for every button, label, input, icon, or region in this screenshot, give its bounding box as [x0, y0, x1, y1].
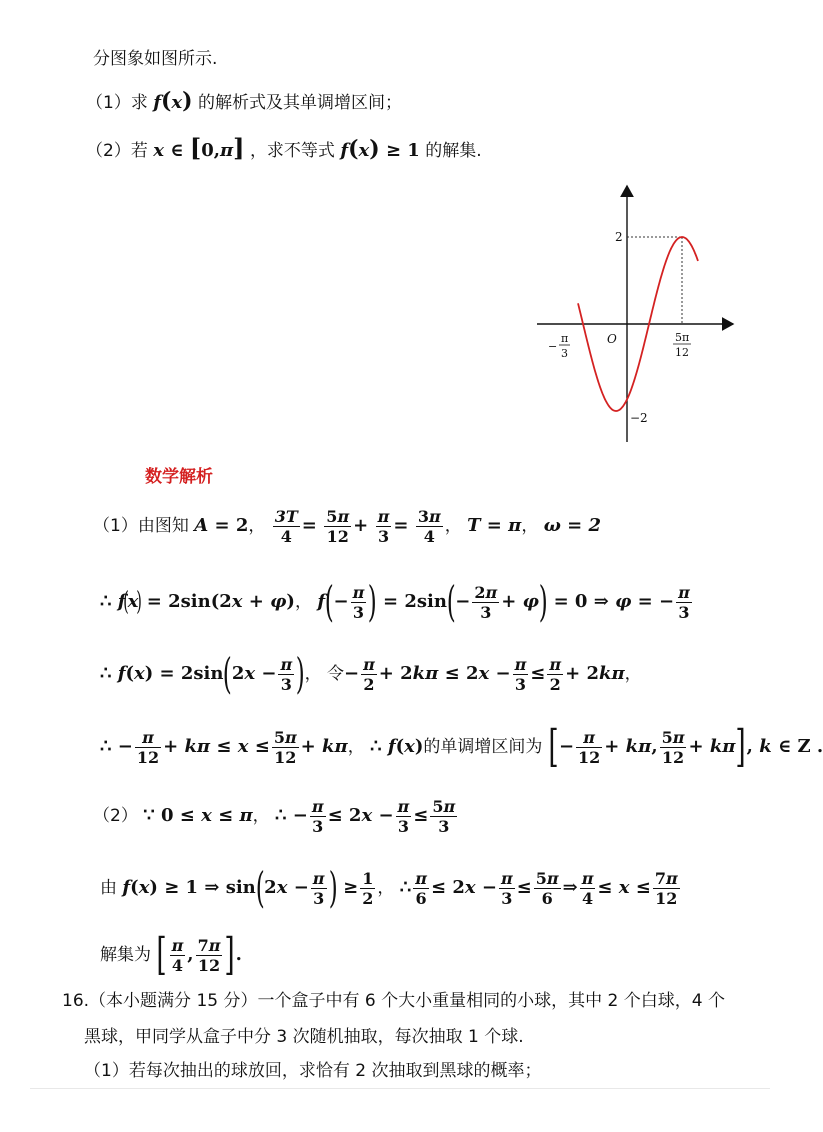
solution-step-1: （1）由图知 A = 2， $\frac{3T}{4}$ = $\frac{5\pi}{12}$ + $\frac{\pi}{3}$ = $\frac{3\pi}{4}$ ， T = π， ω = 2 [93, 507, 602, 546]
question-1: （1）求 f(x) 的解析式及其单调增区间； [86, 88, 402, 114]
frac-3T-4: $\frac{3T}{4}$ [274, 507, 298, 546]
solution-step-5: （2） ∵ 0 ≤ x ≤ π， ∴ − $\frac{\pi}{3}$ ≤ 2x − $\frac{\pi}{3}$ ≤ $\frac{5\pi}{3}$ [93, 797, 456, 836]
y-tick-max: 2 [615, 230, 623, 244]
problem-16-line-3: （1）若每次抽出的球放回，求恰有 2 次抽取到黑球的概率； [84, 1061, 542, 1081]
solution-step-4: ∴ − $\frac{\pi}{12}$ + kπ ≤ x ≤ $\frac{5\pi}{12}$ + kπ， ∴ f(x)的单调增区间为 [− $\frac{\pi}{12}$ + kπ, $\frac{5\pi}{12}$ + kπ], k ∈ Z . [100, 721, 823, 772]
x-right-den: 12 [675, 346, 689, 359]
solution-step-3: ∴ f(x) = 2sin(2x − $\frac{\pi}{3}$ )， 令− $\frac{\pi}{2}$ + 2kπ ≤ 2x − $\frac{\pi}{3}$ ≤ $\frac{\pi}{2}$ + 2kπ， [100, 649, 642, 698]
math-amplitude: A = 2 [194, 515, 249, 536]
problem-16-line-1: 16.（本小题满分 15 分）一个盒子中有 6 个大小重量相同的小球，其中 2 个白球，4 个 [62, 991, 725, 1011]
x-left-sign: − [548, 340, 558, 353]
solution-heading: 数学解析 [145, 467, 213, 487]
x-left-num: π [561, 332, 569, 345]
solution-step-7: 解集为 [ $\frac{\pi}{4}$ , $\frac{7\pi}{12}$ ]. [100, 929, 242, 980]
problem-16-line-2: 黑球，甲同学从盒子中分 3 次随机抽取，每次抽取 1 个球. [84, 1027, 524, 1047]
math-omega: ω = 2 [543, 515, 602, 536]
question-2: （2）若 x ∈ [0,π] ，求不等式 f(x) ≥ 1 的解集. [86, 133, 482, 162]
page-divider [30, 1088, 770, 1089]
math-period: T = π [467, 515, 522, 536]
x-left-den: 3 [561, 347, 568, 360]
function-graph [535, 180, 745, 445]
intro-fragment: 分图象如图所示. [93, 49, 218, 69]
y-tick-min: −2 [630, 411, 648, 425]
origin-label: O [607, 332, 617, 346]
solution-step-2: ∴ f(x) = 2sin(2x + φ)， f(− $\frac{\pi}{3}$ ) = 2sin(− $\frac{2\pi}{3}$ + φ) = 0 ⇒ φ = − $\frac{\pi}{3}$ [100, 577, 690, 626]
x-right-num: 5π [675, 331, 690, 344]
math-fx: f(x) [153, 88, 193, 114]
math-inequality: f(x) ≥ 1 [340, 136, 420, 162]
math-domain: x ∈ [0,π] [153, 133, 245, 162]
solution-step-6: 由 f(x) ≥ 1 ⇒ sin(2x − $\frac{\pi}{3}$ ) ≥ $\frac{1}{2}$ ， ∴ $\frac{\pi}{6}$ ≤ 2x − $\frac{\pi}{3}$ ≤ $\frac{5\pi}{6}$ ⇒ $\frac{\pi}{4}$ ≤ x ≤ $\frac{7\pi}{12}$ [100, 863, 678, 912]
